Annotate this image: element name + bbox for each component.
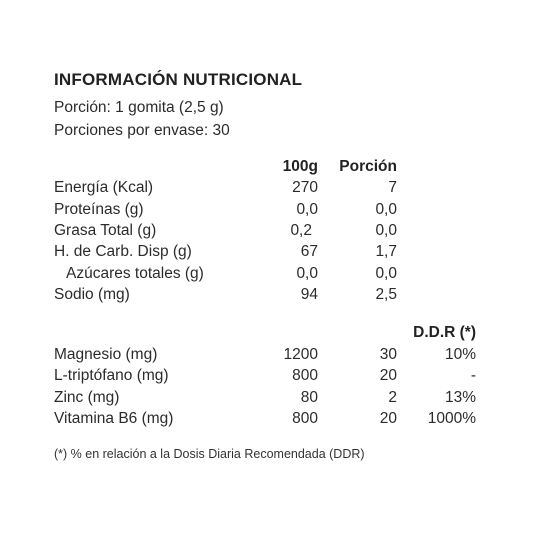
micronutrient-per-serving: 30 <box>379 346 397 363</box>
serving-size: Porción: 1 gomita (2,5 g) <box>54 99 224 116</box>
footnote: (*) % en relación a la Dosis Diaria Recomendada (DDR) <box>54 447 365 461</box>
header-ddr: D.D.R (*) <box>413 324 476 341</box>
nutrient-per-serving: 2,5 <box>375 286 397 303</box>
table-row <box>54 179 494 201</box>
micronutrient-label: L-triptófano (mg) <box>54 367 169 384</box>
nutrient-per-100g: 0,0 <box>296 265 318 282</box>
nutrient-per-serving: 0,0 <box>375 222 397 239</box>
micronutrient-label: Magnesio (mg) <box>54 346 158 363</box>
nutrient-per-serving: 7 <box>388 179 397 196</box>
nutrient-label: Sodio (mg) <box>54 286 130 303</box>
nutrient-per-serving: 0,0 <box>375 265 397 282</box>
micronutrient-per-100g: 80 <box>300 389 318 406</box>
nutrient-per-100g: 0,0 <box>296 201 318 218</box>
nutrient-label: Proteínas (g) <box>54 201 144 218</box>
nutrient-per-100g: 94 <box>300 286 318 303</box>
nutrient-label: Azúcares totales (g) <box>66 265 204 282</box>
nutrient-label: Energía (Kcal) <box>54 179 154 196</box>
nutrient-per-100g: 67 <box>300 243 318 260</box>
micronutrient-ddr: 10% <box>444 346 476 363</box>
table-row <box>54 286 494 308</box>
micronutrient-ddr: 1000% <box>427 410 476 427</box>
table-row <box>54 389 494 411</box>
micronutrient-per-100g: 1200 <box>283 346 318 363</box>
micronutrient-ddr: - <box>470 367 476 384</box>
table-row <box>54 410 494 432</box>
servings-per-container: Porciones por envase: 30 <box>54 122 230 139</box>
table-row <box>54 265 494 287</box>
header-100g: 100g <box>282 158 318 175</box>
micronutrient-per-serving: 20 <box>379 367 397 384</box>
micronutrient-per-100g: 800 <box>292 410 318 427</box>
micronutrient-label: Vitamina B6 (mg) <box>54 410 174 427</box>
header-serving: Porción <box>339 158 397 175</box>
nutrient-label: Grasa Total (g) <box>54 222 157 239</box>
table-header <box>54 158 494 180</box>
page-title: INFORMACIÓN NUTRICIONAL <box>54 70 303 89</box>
table-row <box>54 201 494 223</box>
micronutrient-per-serving: 20 <box>379 410 397 427</box>
table-row <box>54 346 494 368</box>
nutrient-per-100g: 0,2 <box>290 222 312 239</box>
micronutrient-per-serving: 2 <box>388 389 397 406</box>
nutrient-per-100g: 270 <box>292 179 318 196</box>
micronutrient-per-100g: 800 <box>292 367 318 384</box>
micronutrient-ddr: 13% <box>444 389 476 406</box>
table-row <box>54 222 494 244</box>
nutrient-label: H. de Carb. Disp (g) <box>54 243 192 260</box>
table-row <box>54 243 494 265</box>
micronutrient-label: Zinc (mg) <box>54 389 120 406</box>
table-row <box>54 367 494 389</box>
ddr-header <box>54 324 494 346</box>
nutrient-per-serving: 1,7 <box>375 243 397 260</box>
nutrient-per-serving: 0,0 <box>375 201 397 218</box>
